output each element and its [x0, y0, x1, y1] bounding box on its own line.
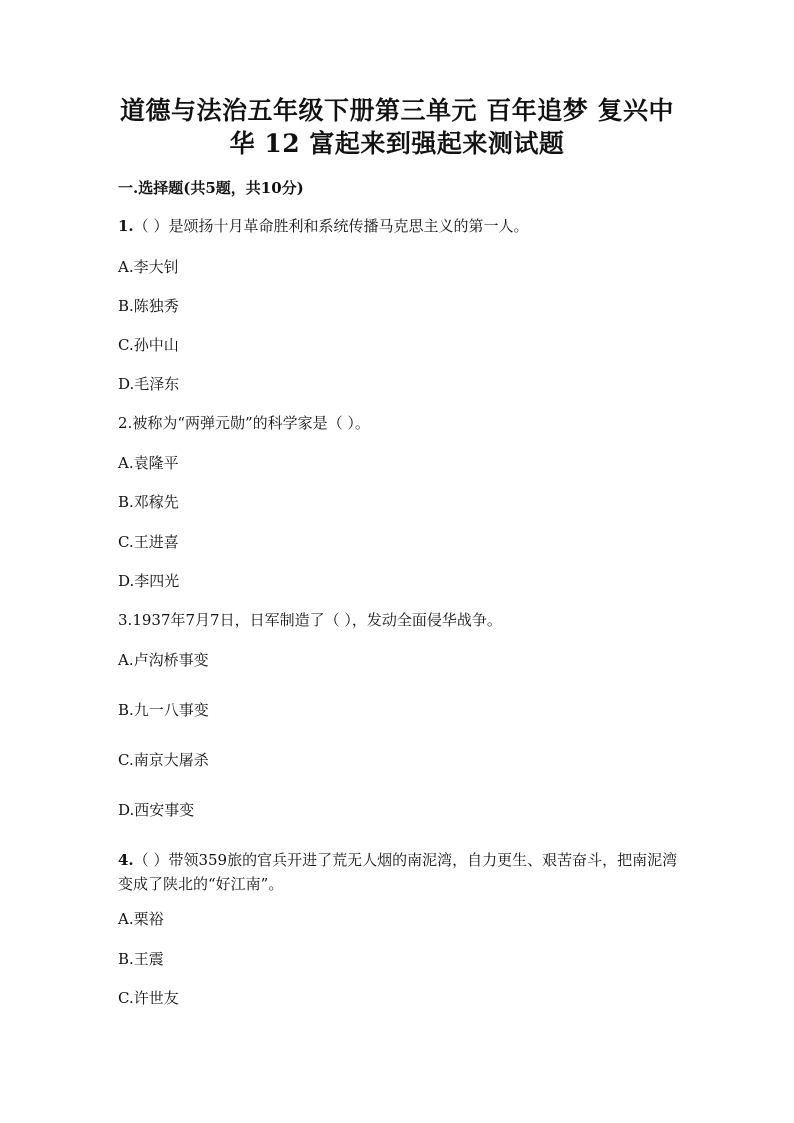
option-2c: C.王进喜: [118, 533, 179, 551]
question-text: （ ）带领359旅的官兵开进了荒无人烟的南泥湾，自力更生、艰苦奋斗，把南泥湾变成了陕北的“好江南”。: [118, 851, 678, 893]
option-1d: D.毛泽东: [118, 375, 180, 393]
option-2d: D.李四光: [118, 572, 180, 590]
option-3c: C.南京大屠杀: [118, 751, 209, 769]
question-3: [118, 608, 502, 632]
title-line-2: 华 12 富起来到强起来测试题: [229, 129, 565, 158]
question-text: 1937年7月7日，日军制造了（ ），发动全面侵华战争。: [132, 611, 502, 629]
question-4: [118, 848, 678, 896]
option-3a: A.卢沟桥事变: [118, 651, 209, 669]
option-4c: C.许世友: [118, 989, 179, 1007]
option-2a: A.袁隆平: [118, 454, 179, 472]
section-heading: 一.选择题(共5题，共10分): [118, 179, 304, 197]
question-1: [118, 214, 528, 238]
option-4b: B.王震: [118, 950, 164, 968]
question-number: 3.: [118, 611, 133, 629]
question-number: 4.: [118, 851, 134, 869]
page-title: [90, 94, 704, 160]
option-3d: D.西安事变: [118, 801, 195, 819]
question-number: 1.: [118, 217, 134, 235]
option-4a: A.栗裕: [118, 910, 164, 928]
question-2: [118, 411, 370, 435]
question-text: 被称为“两弹元勋”的科学家是（ ）。: [132, 414, 370, 432]
option-1a: A.李大钊: [118, 258, 179, 276]
question-text: （ ）是颂扬十月革命胜利和系统传播马克思主义的第一人。: [133, 217, 529, 235]
option-1c: C.孙中山: [118, 336, 179, 354]
question-number: 2.: [118, 414, 133, 432]
option-2b: B.邓稼先: [118, 493, 179, 511]
title-line-1: 道德与法治五年级下册第三单元 百年追梦 复兴中: [120, 96, 674, 125]
option-1b: B.陈独秀: [118, 297, 179, 315]
option-3b: B.九一八事变: [118, 701, 209, 719]
